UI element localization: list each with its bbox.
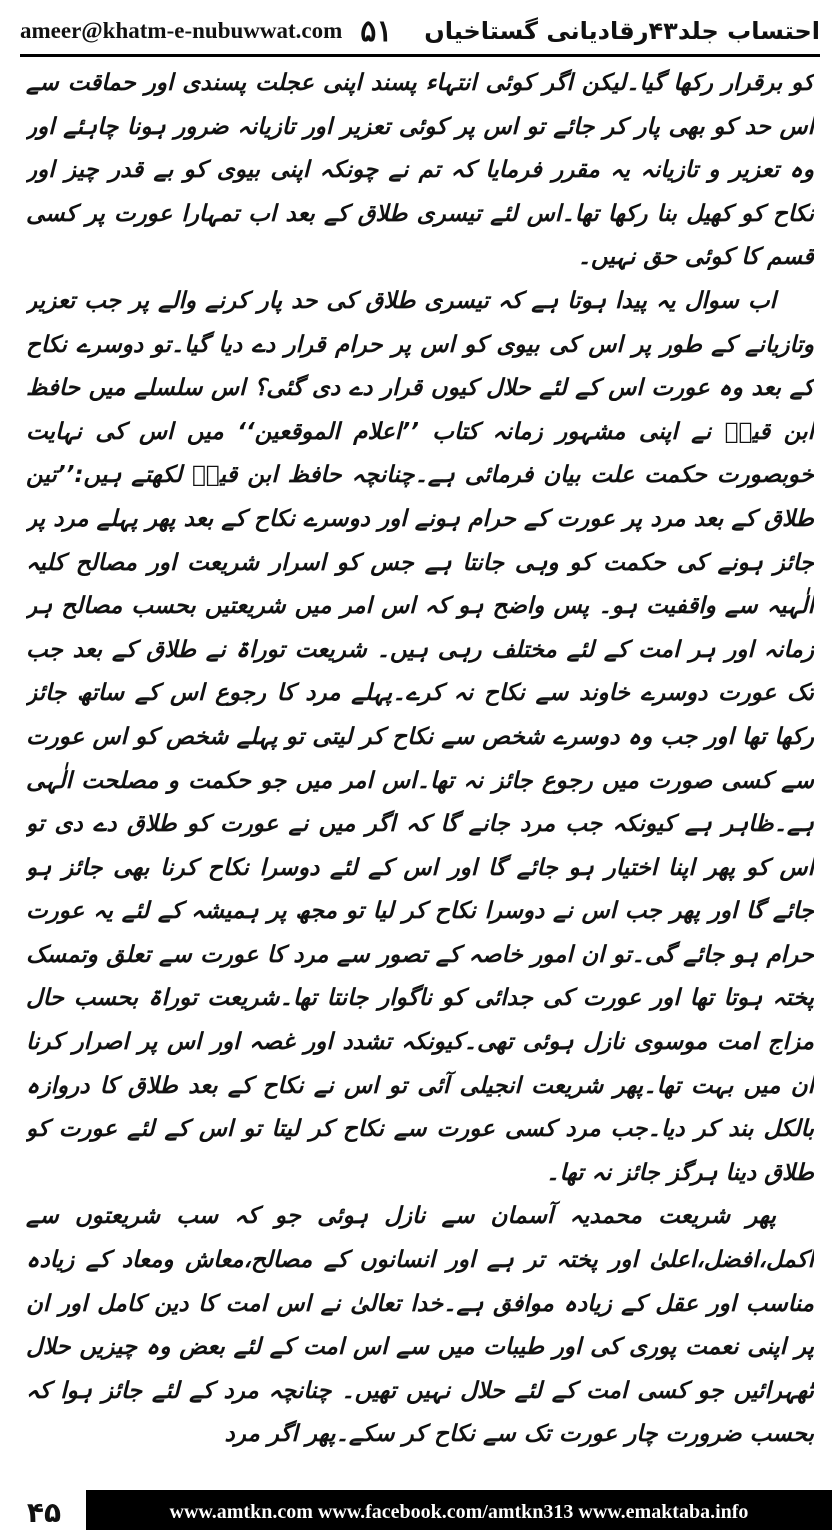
footer-page-number: ۴۵: [26, 1495, 62, 1529]
header-page-number: ۵۱: [360, 14, 393, 48]
page-header: [20, 8, 820, 57]
header-left: [20, 14, 393, 49]
page-body: [26, 62, 814, 1454]
page-footer: [8, 1488, 832, 1530]
header-email[interactable]: ameer@khatm-e-nubuwwat.com: [20, 18, 343, 43]
header-book-title: احتساب جلد۴۳رقادیانی گستاخیاں: [424, 17, 820, 45]
paragraph-3: پھر شریعت محمدیہ آسمان سے نازل ہوئی جو کہ سب شریعتوں سے اکمل،افضل،اعلیٰ اور پختہ تر ہے اور انسانوں کے مصالح،معاش ومعاد کے زیادہ مناسب اور عقل کے زیادہ موافق ہے۔خدا تعالیٰ نے اس امت کا دین کامل اور ان پر اپنی نعمت پوری کی اور طیبات میں سے اس امت کے لئے بعض وہ چیزیں حلال ٹھہرائیں جو کسی امت کے لئے حلال نہیں تھیں۔ چنانچہ مرد کے لئے جائز ہوا کہ بحسب ضرورت چار عورت تک سے نکاح کر سکے۔پھر اگر مرد: [26, 1203, 814, 1448]
footer-links[interactable]: www.amtkn.com www.facebook.com/amtkn313 www.emaktaba.info: [86, 1490, 832, 1530]
paragraph-1: کو برقرار رکھا گیا۔لیکن اگر کوئی انتہاء پسند اپنی عجلت پسندی اور حماقت سے اس حد کو بھی پار کر جائے تو اس پر کوئی تعزیر اور تازیانہ ضرور ہونا چاہئے اور وہ تعزیر و تازیانہ یہ مقرر فرمایا کہ تم نے چونکہ اپنی بیوی کو بے قدر چیز اور نکاح کو کھیل بنا رکھا تھا۔اس لئے تیسری طلاق کے بعد اب تمہارا عورت پر کسی قسم کا کوئی حق نہیں۔: [26, 70, 814, 271]
paragraph-2: اب سوال یہ پیدا ہوتا ہے کہ تیسری طلاق کی حد پار کرنے والے پر جب تعزیر وتازیانے کے طور پر اس کی بیوی کو اس پر حرام قرار دے دیا گیا۔تو دوسرے نکاح کے بعد وہ عورت اس کے لئے حلال کیوں قرار دے دی گئی؟ اس سلسلے میں حافظ ابن قیمؒ نے اپنی مشہور زمانہ کتاب ’’اعلام الموقعین‘‘ میں اس کی نہایت خوبصورت حکمت علت بیان فرمائی ہے۔چنانچہ حافظ ابن قیمؒ لکھتے ہیں:’’تین طلاق کے بعد مرد پر عورت کے حرام ہونے اور دوسرے نکاح کے بعد پھر پہلے مرد پر جائز ہونے کی حکمت کو وہی جانتا ہے جس کو اسرار شریعت اور مصالح کلیہ الٰہیہ سے واقفیت ہو۔ پس واضح ہو کہ اس امر میں شریعتیں بحسب مصالح ہر زمانہ اور ہر امت کے لئے مختلف رہی ہیں۔ شریعت توراۃ نے طلاق کے بعد جب تک عورت دوسرے خاوند سے نکاح نہ کرے۔پہلے مرد کا رجوع اس کے ساتھ جائز رکھا تھا اور جب وہ دوسرے شخص سے نکاح کر لیتی تو پہلے شخص کو اس عورت سے کسی صورت میں رجوع جائز نہ تھا۔اس امر میں جو حکمت و مصلحت الٰہی ہے۔ظاہر ہے کیونکہ جب مرد جانے گا کہ اگر میں نے عورت کو طلاق دے دی تو اس کو پھر اپنا اختیار ہو جائے گا اور اس کے لئے دوسرا نکاح کرنا بھی جائز ہو جائے گا اور پھر جب اس نے دوسرا نکاح کر لیا تو مجھ پر ہمیشہ کے لئے یہ عورت حرام ہو جائے گی۔تو ان امور خاصہ کے تصور سے مرد کا عورت سے تعلق وتمسک پختہ ہوتا تھا اور عورت کی جدائی کو ناگوار جانتا تھا۔شریعت توراۃ بحسب حال مزاج امت موسوی نازل ہوئی تھی۔کیونکہ تشدد اور غصہ اور اس پر اصرار کرنا ان میں بہت تھا۔پھر شریعت انجیلی آئی تو اس نے نکاح کے بعد طلاق کا دروازہ بالکل بند کر دیا۔جب مرد کسی عورت سے نکاح کر لیتا تو اس کے لئے عورت کو طلاق دینا ہرگز جائز نہ تھا۔: [26, 287, 814, 1186]
